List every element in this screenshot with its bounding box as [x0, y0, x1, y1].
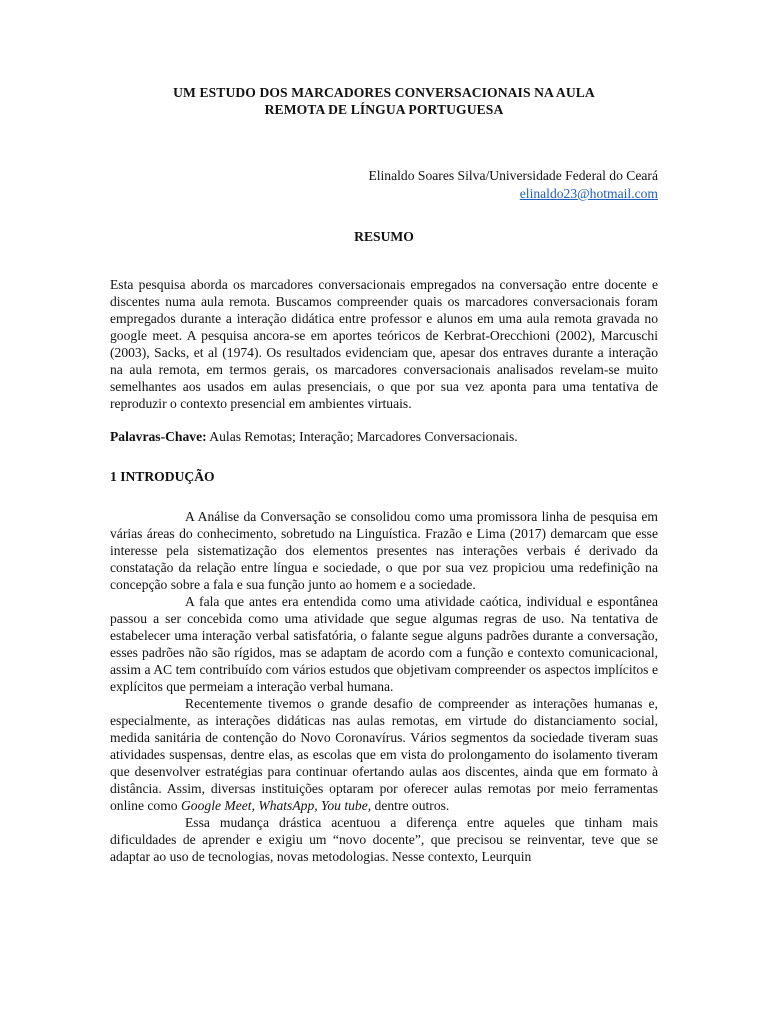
paragraph-1: A Análise da Conversação se consolidou como uma promissora linha de pesquisa em várias áreas do conhecimento, sobretudo na Linguística. Frazão e Lima (2017) demarcam que esse interesse pela sistematização dos elementos presentes nas interações verbais é derivado da constatação da relação entre língua e sociedade, o que por sua vez propiciou uma redefinição na concepção sobre a fala e sua função junto ao homem e a sociedade. — [110, 509, 658, 592]
paragraph-3-text: Recentemente tivemos o grande desafio de compreender as interações humanas e, especialmente, as interações didáticas nas aulas remotas, em virtude do distanciamento social, medida sanitária de contenção do Novo Coronavírus. Vários segmentos da sociedade tiveram suas atividades suspensas, dentre elas, as escolas que em vista do prolongamento do isolamento tiveram que desenvolver estratégias para continuar ofertando aulas aos discentes, ainda que em formato à distância. Assim, diversas instituições optaram por oferecer aulas remotas por meio ferramentas online como — [110, 696, 658, 813]
section-heading-introducao: 1 INTRODUÇÃO — [110, 469, 215, 484]
paragraph-3-end: dentre outros. — [371, 798, 450, 813]
author-email-link[interactable]: elinaldo23@hotmail.com — [519, 186, 658, 201]
paragraph-3 — [110, 695, 658, 814]
paragraph-2: A fala que antes era entendida como uma atividade caótica, individual e espontânea passou a ser concebida como uma atividade que segue algumas regras de uso. Na tentativa de estabelecer uma interação verbal satisfatória, o falante segue alguns padrões durante a conversação, esses padrões não são rígidos, mas se adaptam de acordo com a função e contexto comunicacional, assim a AC tem contribuído com vários estudos que objetivam compreender os aspectos implícitos e explícitos que permeiam a interação verbal humana. — [110, 594, 658, 694]
author-block — [110, 167, 658, 203]
paragraph-4: Essa mudança drástica acentuou a diferença entre aqueles que tinham mais dificuldades de aprender e exigiu um “novo docente”, que precisou se reinventar, teve que se adaptar ao uso de tecnologias, novas metodologias. Nesse contexto, Leurquin — [110, 815, 658, 864]
introduction-body — [110, 508, 658, 865]
keywords-line — [110, 428, 658, 445]
abstract-text: Esta pesquisa aborda os marcadores conversacionais empregados na conversação entre docente e discentes numa aula remota. Buscamos compreender quais os marcadores conversacionais foram empregados durante a interação didática entre professor e alunos em uma aula remota gravada no google meet. A pesquisa ancora-se em aportes teóricos de Kerbrat-Orecchioni (2002), Marcuschi (2003), Sacks, et al (1974). Os resultados evidenciam que, apesar dos entraves durante a interação na aula remota, em termos gerais, os marcadores conversacionais analisados revelam-se muito semelhantes aos usados em aulas presenciais, o que por sua vez aponta para uma tentativa de reproduzir o contexto presencial em ambientes virtuais. — [110, 277, 658, 411]
title-line-2: REMOTA DE LÍNGUA PORTUGUESA — [264, 102, 504, 117]
title-line-1: UM ESTUDO DOS MARCADORES CONVERSACIONAIS NA AULA — [173, 85, 595, 100]
author-affiliation: Elinaldo Soares Silva/Universidade Federal do Ceará — [368, 168, 658, 183]
keywords-list: Aulas Remotas; Interação; Marcadores Conversacionais. — [206, 429, 518, 444]
document-page — [110, 84, 658, 865]
document-title — [110, 84, 658, 118]
abstract-heading: RESUMO — [354, 229, 414, 244]
paragraph-3-tools: Google Meet, WhatsApp, You tube, — [180, 798, 372, 813]
keywords-label: Palavras-Chave: — [110, 429, 207, 444]
